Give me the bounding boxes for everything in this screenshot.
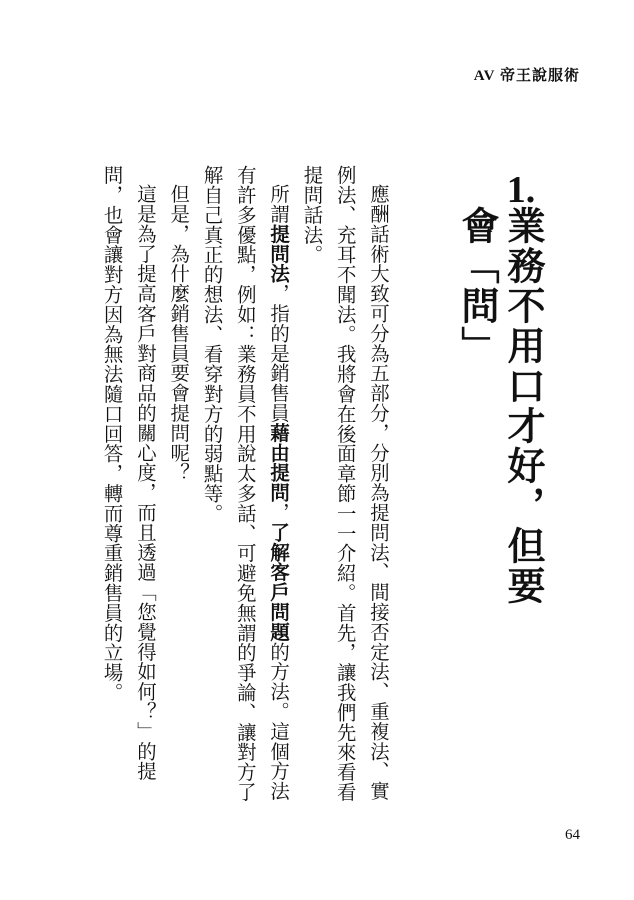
text-run: 的方法。這個方法有許多優點，例如：業務員不用說太多話、可避免無謂的爭論、讓對方了解自己真正的想法、看穿對方的弱點等。 (200, 165, 291, 802)
paragraph-reason: 這是為了提高客戶對商品的關心度，而且透過「您覺得如何？」的提問，也會讓對方因為無法隨口回答，轉而尊重銷售員的立場。 (100, 165, 157, 782)
emphasis-term: 藉由提問 (267, 423, 291, 503)
running-header: AV 帝王說服術 (473, 68, 580, 84)
text-run: ，指的是銷售員 (267, 283, 291, 424)
chapter-number: 1. (506, 169, 536, 211)
paragraph-definition (195, 165, 295, 805)
body-text (100, 165, 395, 805)
paragraph-intro: 應酬話術大致可分為五部分，分別為提問法、間接否定法、重複法、實例法、充耳不聞法。我將會在後面章節一一介紹。首先，讓我們先來看看提問話法。 (300, 165, 390, 802)
text-run: 所謂 (267, 184, 291, 225)
chapter-title: 業務不用口才好，但要會「問」 (455, 206, 545, 606)
page-number: 64 (565, 827, 580, 843)
paragraph-question: 但是，為什麼銷售員要會提問呢？ (167, 184, 191, 483)
emphasis-term: 了解客戶問題 (267, 522, 291, 643)
emphasis-term: 提問法 (267, 224, 291, 284)
text-run: ， (267, 502, 291, 523)
